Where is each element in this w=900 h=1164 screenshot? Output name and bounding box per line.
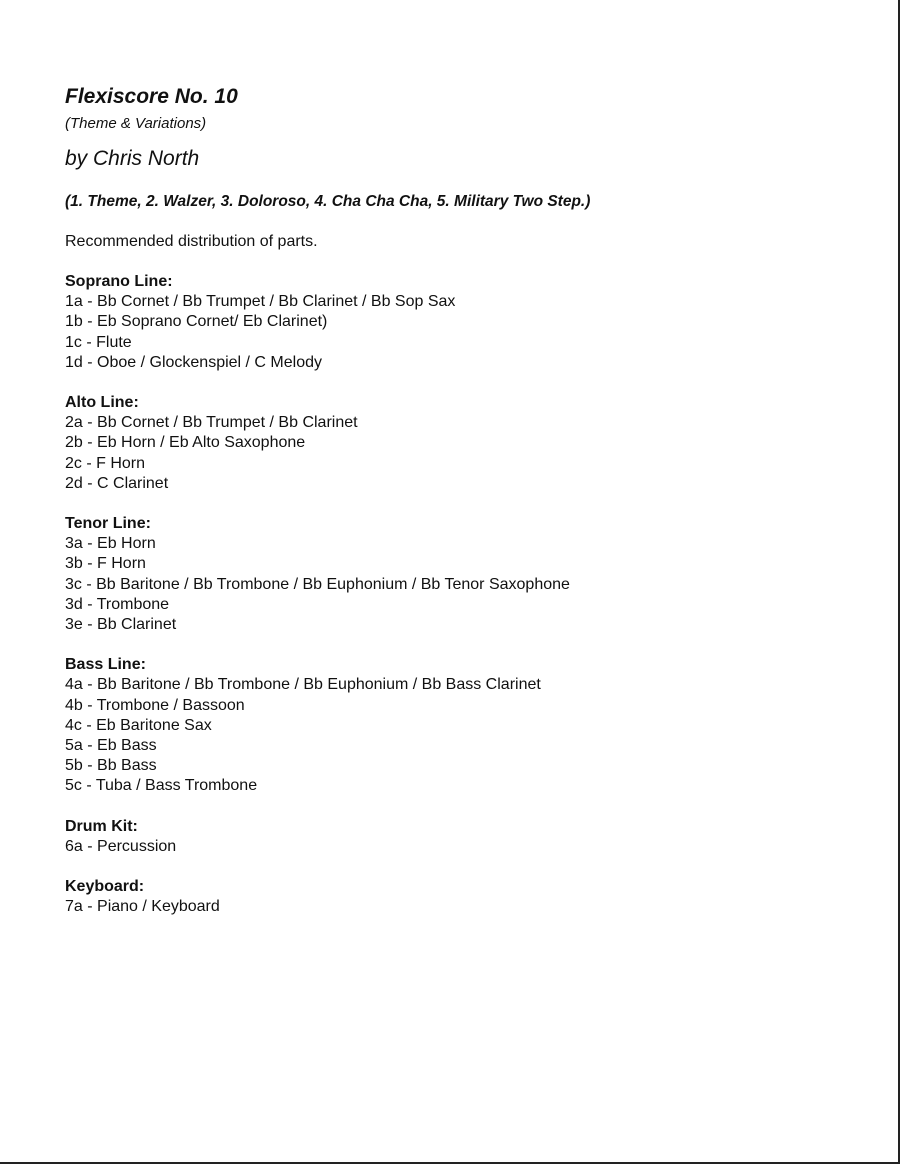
section-heading: Soprano Line: [65, 273, 173, 290]
part-line: 7a - Piano / Keyboard [65, 898, 220, 916]
part-line: 1b - Eb Soprano Cornet/ Eb Clarinet) [65, 313, 328, 331]
part-line: 5a - Eb Bass [65, 737, 157, 755]
section-heading: Drum Kit: [65, 817, 138, 835]
part-line: 3d - Trombone [65, 595, 170, 613]
section-alto-line [65, 393, 865, 494]
part-line: 3e - Bb Clarinet [65, 616, 177, 634]
section-heading: Tenor Line: [65, 515, 151, 533]
section-heading: Bass Line: [65, 656, 146, 674]
section-heading: Keyboard: [65, 878, 145, 896]
part-line: 5b - Bb Bass [65, 757, 157, 775]
section-heading: Alto Line: [65, 394, 139, 412]
document-title: Flexiscore No. 10 [65, 85, 238, 108]
part-line: 3b - F Horn [65, 555, 146, 573]
part-line: 2b - Eb Horn / Eb Alto Saxophone [65, 434, 306, 452]
part-line: 1a - Bb Cornet / Bb Trumpet / Bb Clarinet / Bb Sop Sax [65, 293, 456, 311]
part-line: 1d - Oboe / Glockenspiel / C Melody [65, 353, 323, 371]
document-author: by Chris North [65, 147, 200, 170]
section-keyboard [65, 877, 865, 917]
part-line: 4a - Bb Baritone / Bb Trombone / Bb Euphonium / Bb Bass Clarinet [65, 676, 541, 694]
document-content [65, 84, 865, 917]
part-line: 2c - F Horn [65, 454, 146, 472]
section-tenor-line [65, 514, 865, 635]
part-line: 5c - Tuba / Bass Trombone [65, 777, 258, 795]
part-line: 6a - Percussion [65, 837, 177, 855]
part-line: 4c - Eb Baritone Sax [65, 716, 212, 734]
movements-list: (1. Theme, 2. Walzer, 3. Doloroso, 4. Cha Cha Cha, 5. Military Two Step.) [65, 193, 591, 210]
part-line: 1c - Flute [65, 333, 132, 351]
intro-text: Recommended distribution of parts. [65, 233, 318, 250]
part-line: 3a - Eb Horn [65, 535, 156, 553]
document-subtitle: (Theme & Variations) [65, 115, 207, 132]
part-line: 3c - Bb Baritone / Bb Trombone / Bb Euphonium / Bb Tenor Saxophone [65, 575, 570, 593]
section-bass-line [65, 655, 865, 796]
part-line: 2d - C Clarinet [65, 474, 169, 492]
part-line: 2a - Bb Cornet / Bb Trumpet / Bb Clarinet [65, 414, 358, 432]
section-drum-kit [65, 817, 865, 857]
part-line: 4b - Trombone / Bassoon [65, 696, 245, 714]
section-soprano-line [65, 272, 865, 373]
